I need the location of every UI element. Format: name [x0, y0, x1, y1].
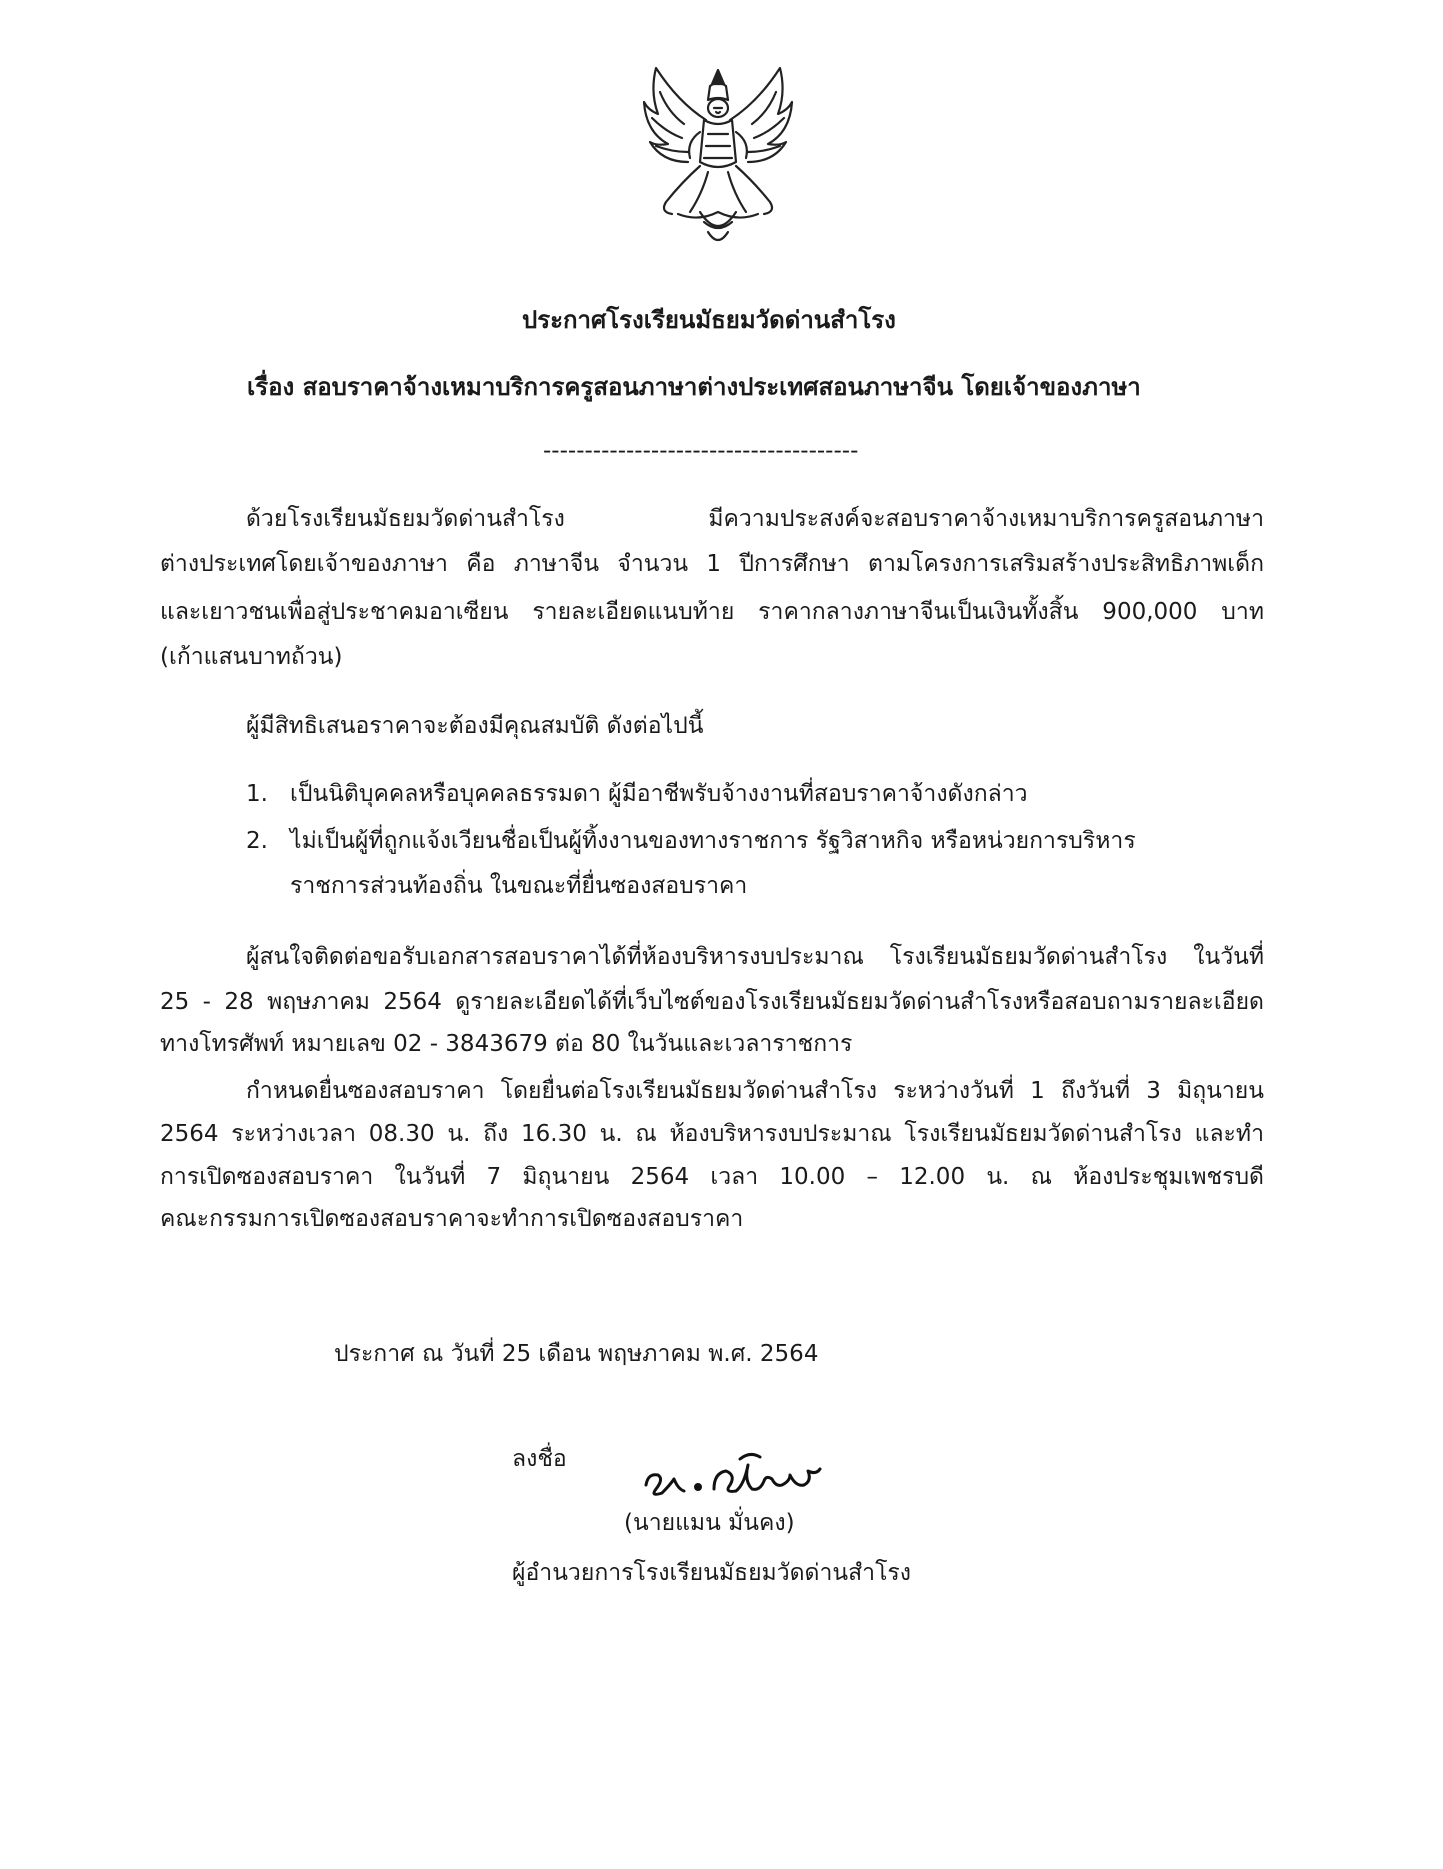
announce-date: ประกาศ ณ วันที่ 25 เดือน พฤษภาคม พ.ศ. 2564	[334, 1341, 819, 1367]
para2-line-2: 25 - 28 พฤษภาคม 2564 ดูรายละเอียดได้ที่เว็บไซต์ของโรงเรียนมัธยมวัดด่านสำโรงหรือสอบถามรายละเอียด	[160, 989, 1264, 1015]
para3-line-1: กำหนดยื่นซองสอบราคา โดยยื่นต่อโรงเรียนมัธยมวัดด่านสำโรง ระหว่างวันที่ 1 ถึงวันที่ 3 มิถุนายน	[246, 1078, 1264, 1104]
signer-position: ผู้อำนวยการโรงเรียนมัธยมวัดด่านสำโรง	[512, 1560, 912, 1586]
para1-line-3: และเยาวชนเพื่อสู่ประชาคมอาเซียน รายละเอียดแนบท้าย ราคากลางภาษาจีนเป็นเงินทั้งสิ้น 900,000 บาท	[160, 599, 1264, 625]
para1-line-4: (เก้าแสนบาทถ้วน)	[160, 644, 343, 670]
para2-line-1: ผู้สนใจติดต่อขอรับเอกสารสอบราคาได้ที่ห้องบริหารงบประมาณ โรงเรียนมัธยมวัดด่านสำโรง ในวันที่	[246, 944, 1264, 970]
qualification-2-text-line-2: ราชการส่วนท้องถิ่น ในขณะที่ยื่นซองสอบราคา	[290, 873, 748, 899]
qualification-2-text-line-1: ไม่เป็นผู้ที่ถูกแจ้งเวียนชื่อเป็นผู้ทิ้งงานของทางราชการ รัฐวิสาหกิจ หรือหน่วยการบริหาร	[290, 828, 1136, 854]
qualification-2-number: 2.	[246, 828, 268, 854]
qualifications-intro: ผู้มีสิทธิเสนอราคาจะต้องมีคุณสมบัติ ดังต่อไปนี้	[246, 713, 704, 739]
para1-line-2: ต่างประเทศโดยเจ้าของภาษา คือ ภาษาจีน จำนวน 1 ปีการศึกษา ตามโครงการเสริมสร้างประสิทธิภาพเด็ก	[160, 551, 1264, 577]
garuda-emblem-icon	[638, 62, 798, 252]
signer-name: (นายแมน มั่นคง)	[624, 1510, 795, 1536]
para3-line-4: คณะกรรมการเปิดซองสอบราคาจะทำการเปิดซองสอบราคา	[160, 1206, 744, 1232]
signed-label: ลงชื่อ	[512, 1446, 567, 1472]
para3-line-3: การเปิดซองสอบราคา ในวันที่ 7 มิถุนายน 2564 เวลา 10.00 – 12.00 น. ณ ห้องประชุมเพชรบดี	[160, 1164, 1264, 1190]
para2-line-3: ทางโทรศัพท์ หมายเลข 02 - 3843679 ต่อ 80 ในวันและเวลาราชการ	[160, 1031, 853, 1057]
qualification-1-number: 1.	[246, 781, 268, 807]
qualification-1-text: เป็นนิติบุคคลหรือบุคคลธรรมดา ผู้มีอาชีพรับจ้างงานที่สอบราคาจ้างดังกล่าว	[290, 781, 1028, 807]
page-title: ประกาศโรงเรียนมัธยมวัดด่านสำโรง	[522, 306, 896, 334]
signature-icon	[640, 1445, 830, 1509]
para3-line-2: 2564 ระหว่างเวลา 08.30 น. ถึง 16.30 น. ณ ห้องบริหารงบประมาณ โรงเรียนมัธยมวัดด่านสำโรง และทำ	[160, 1121, 1264, 1147]
divider: --------------------------------------	[543, 438, 859, 464]
para1-line-1: ด้วยโรงเรียนมัธยมวัดด่านสำโรง มีความประสงค์จะสอบราคาจ้างเหมาบริการครูสอนภาษา	[246, 506, 1264, 532]
subject-line: เรื่อง สอบราคาจ้างเหมาบริการครูสอนภาษาต่างประเทศสอนภาษาจีน โดยเจ้าของภาษา	[247, 373, 1141, 401]
